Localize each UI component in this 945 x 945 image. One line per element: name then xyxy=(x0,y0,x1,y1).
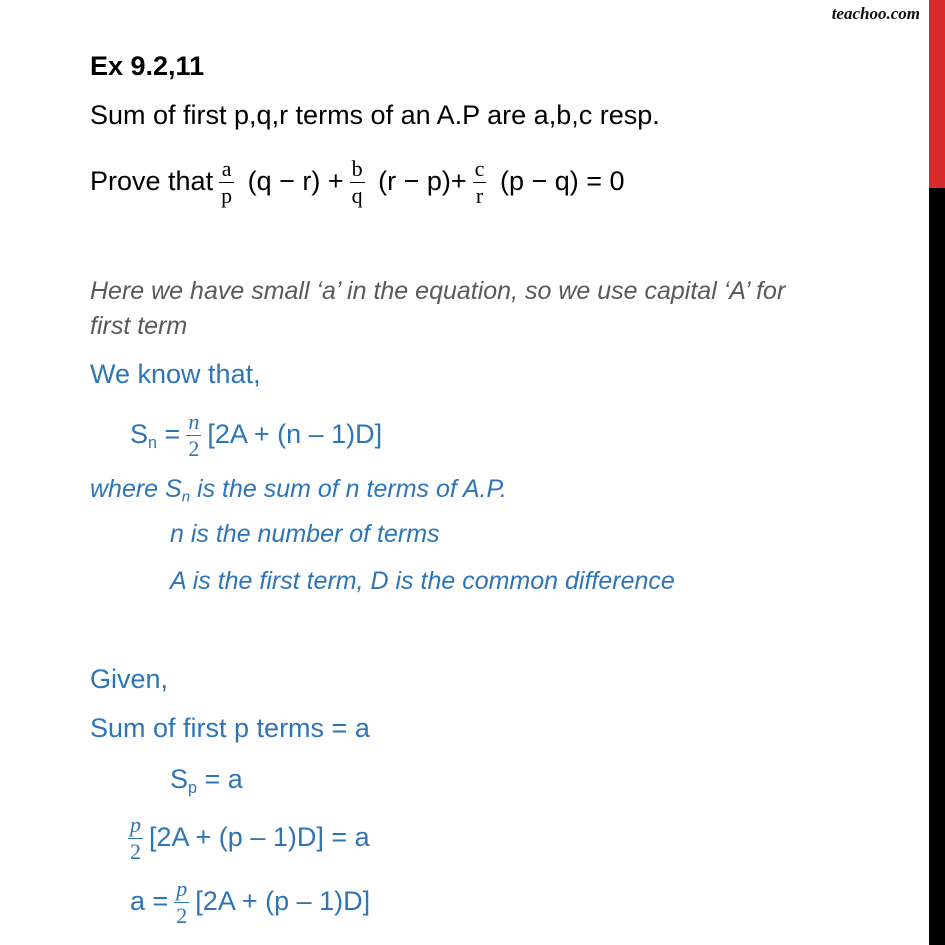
fraction-a-over-p: $\frac{a}{p}$ xyxy=(221,156,233,209)
note-line-1: Here we have small ‘a’ in the equation, so we use capital ‘A’ for xyxy=(90,277,786,305)
given-label: Given, xyxy=(90,664,169,694)
prove-term-1: (q − r) + xyxy=(247,166,344,196)
fraction-b-over-q: $\frac{b}{q}$ xyxy=(351,156,363,209)
step-2-equation xyxy=(130,872,370,930)
exercise-title: Ex 9.2,11 xyxy=(90,51,205,81)
where-pre: where S xyxy=(90,475,182,503)
fraction-p-over-2: $\frac{p}{2}$ xyxy=(130,812,141,865)
formula-rest: [2A + (n – 1)D] xyxy=(207,419,383,449)
formula-equals: = xyxy=(164,419,181,449)
prove-lead: Prove that xyxy=(90,166,214,196)
sp-sub: p xyxy=(188,778,198,797)
brand-logo: teachoo.com xyxy=(831,4,920,23)
sp-rest: = a xyxy=(197,764,243,794)
side-bar-red xyxy=(929,0,945,188)
where-sub: n xyxy=(181,488,191,506)
formula-s: S xyxy=(130,419,149,449)
where-line-2: n is the number of terms xyxy=(170,520,440,548)
prove-term-2: (r − p)+ xyxy=(378,166,467,196)
step-2-lead: a = xyxy=(130,886,169,916)
problem-statement: Sum of first p,q,r terms of an A.P are a,b,c resp. xyxy=(90,100,660,130)
where-post: is the sum of n terms of A.P. xyxy=(190,475,507,503)
prove-equation xyxy=(90,152,625,210)
formula-sub-n: n xyxy=(148,433,158,452)
we-know-that: We know that, xyxy=(90,359,261,389)
step-1-equation xyxy=(122,808,370,866)
where-line-3: A is the first term, D is the common difference xyxy=(170,567,675,595)
fraction-n-over-2: $\frac{n}{2}$ xyxy=(188,409,200,462)
step-2-rest: [2A + (p – 1)D] xyxy=(195,886,371,916)
sp-s: S xyxy=(170,764,189,794)
fraction-c-over-r: $\frac{c}{r}$ xyxy=(474,156,485,209)
sum-first-p: Sum of first p terms = a xyxy=(90,713,370,743)
step-1-rest: [2A + (p – 1)D] = a xyxy=(149,822,370,852)
note-line-2: first term xyxy=(90,312,188,340)
sum-formula xyxy=(130,405,382,463)
fraction-p-over-2-b: $\frac{p}{2}$ xyxy=(176,876,188,929)
where-line xyxy=(90,473,507,505)
sp-equals-a xyxy=(170,763,243,795)
prove-term-3: (p − q) = 0 xyxy=(499,166,625,196)
